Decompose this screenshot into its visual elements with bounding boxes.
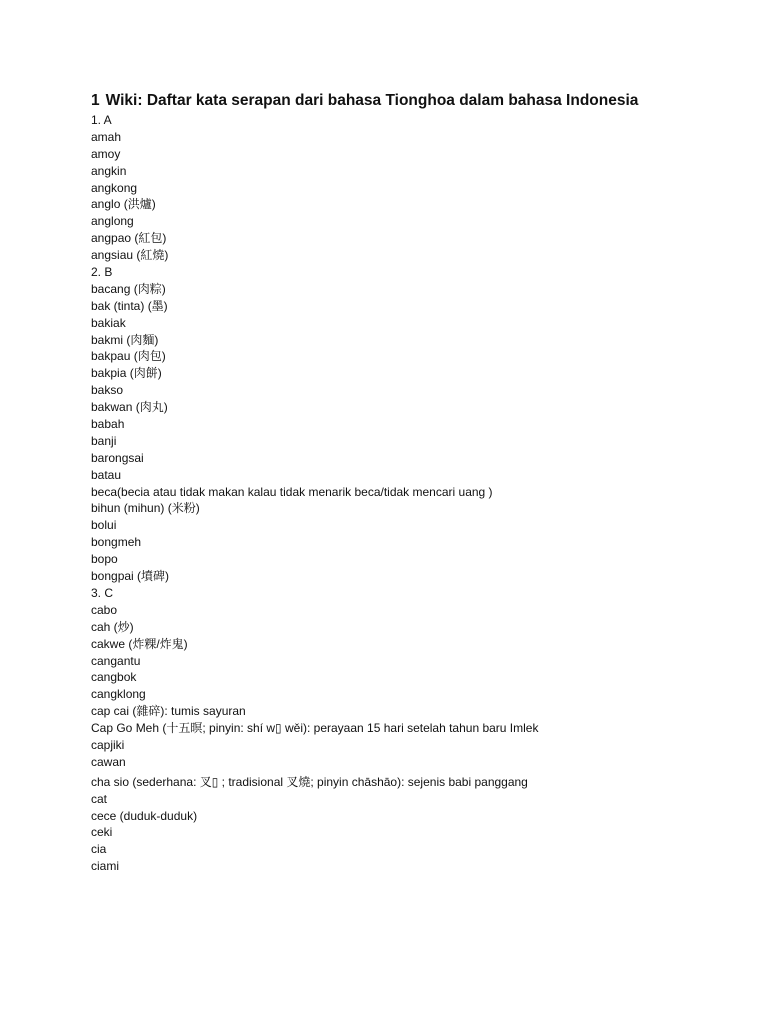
word-entry: bakso — [91, 383, 124, 398]
word-entry: bakiak — [91, 315, 126, 330]
word-list — [91, 112, 761, 875]
word-entry: babah — [91, 417, 125, 432]
word-entry: cawan — [91, 754, 126, 769]
word-entry: cah (炒) — [91, 619, 134, 634]
word-entry: beca(becia atau tidak makan kalau tidak menarik beca/tidak mencari uang ) — [91, 484, 493, 499]
section-letter: 3. C — [91, 585, 114, 600]
word-entry: cakwe (炸粿/炸鬼) — [91, 636, 188, 651]
word-entry: Cap Go Meh (十五暝; pinyin: shí w▯ wěi): perayaan 15 hari setelah tahun baru Imlek — [91, 721, 539, 736]
word-entry: batau — [91, 467, 122, 482]
word-entry: bolui — [91, 518, 117, 533]
word-entry: bacang (肉粽) — [91, 281, 166, 296]
word-entry: bak (tinta) (墨) — [91, 298, 168, 313]
word-entry: anglo (洪爐) — [91, 197, 156, 212]
word-entry: ciami — [91, 859, 120, 874]
word-entry: angsiau (紅燒) — [91, 248, 169, 263]
word-entry: cangbok — [91, 670, 137, 685]
word-entry: barongsai — [91, 450, 144, 465]
word-entry: capjiki — [91, 737, 125, 752]
word-entry: cabo — [91, 602, 118, 617]
word-entry: bongmeh — [91, 535, 142, 550]
word-entry: angpao (紅包) — [91, 231, 167, 246]
word-entry: bihun (mihun) (米粉) — [91, 501, 200, 516]
word-entry: angkin — [91, 163, 127, 178]
word-entry: banji — [91, 433, 117, 448]
word-entry: bakmi (肉麵) — [91, 332, 159, 347]
word-entry: cia — [91, 842, 107, 857]
page-title — [91, 91, 638, 111]
heading-text: Wiki: Daftar kata serapan dari bahasa Tionghoa dalam bahasa Indonesia — [105, 92, 639, 109]
word-entry: amoy — [91, 146, 121, 161]
word-entry: ceki — [91, 825, 113, 840]
word-entry: bopo — [91, 552, 118, 567]
word-entry: anglong — [91, 214, 134, 229]
word-entry: bakwan (肉丸) — [91, 400, 168, 415]
heading-number: 1 — [91, 92, 100, 109]
word-entry: cangantu — [91, 653, 141, 668]
word-entry: bakpia (肉餅) — [91, 366, 162, 381]
section-letter: 2. B — [91, 265, 113, 280]
word-entry: amah — [91, 129, 122, 144]
word-entry: bakpau (肉包) — [91, 349, 166, 364]
section-letter: 1. A — [91, 113, 112, 127]
word-entry: bongpai (墳碑) — [91, 569, 170, 584]
word-entry: cha sio (sederhana: 叉▯ ; tradisional 叉燒; pinyin chāshāo): sejenis babi panggang — [91, 774, 528, 789]
word-entry: cangklong — [91, 687, 146, 702]
word-entry: angkong — [91, 180, 138, 195]
word-entry: cap cai (雜碎): tumis sayuran — [91, 704, 246, 719]
word-entry: cece (duduk-duduk) — [91, 808, 198, 823]
word-entry: cat — [91, 791, 108, 806]
